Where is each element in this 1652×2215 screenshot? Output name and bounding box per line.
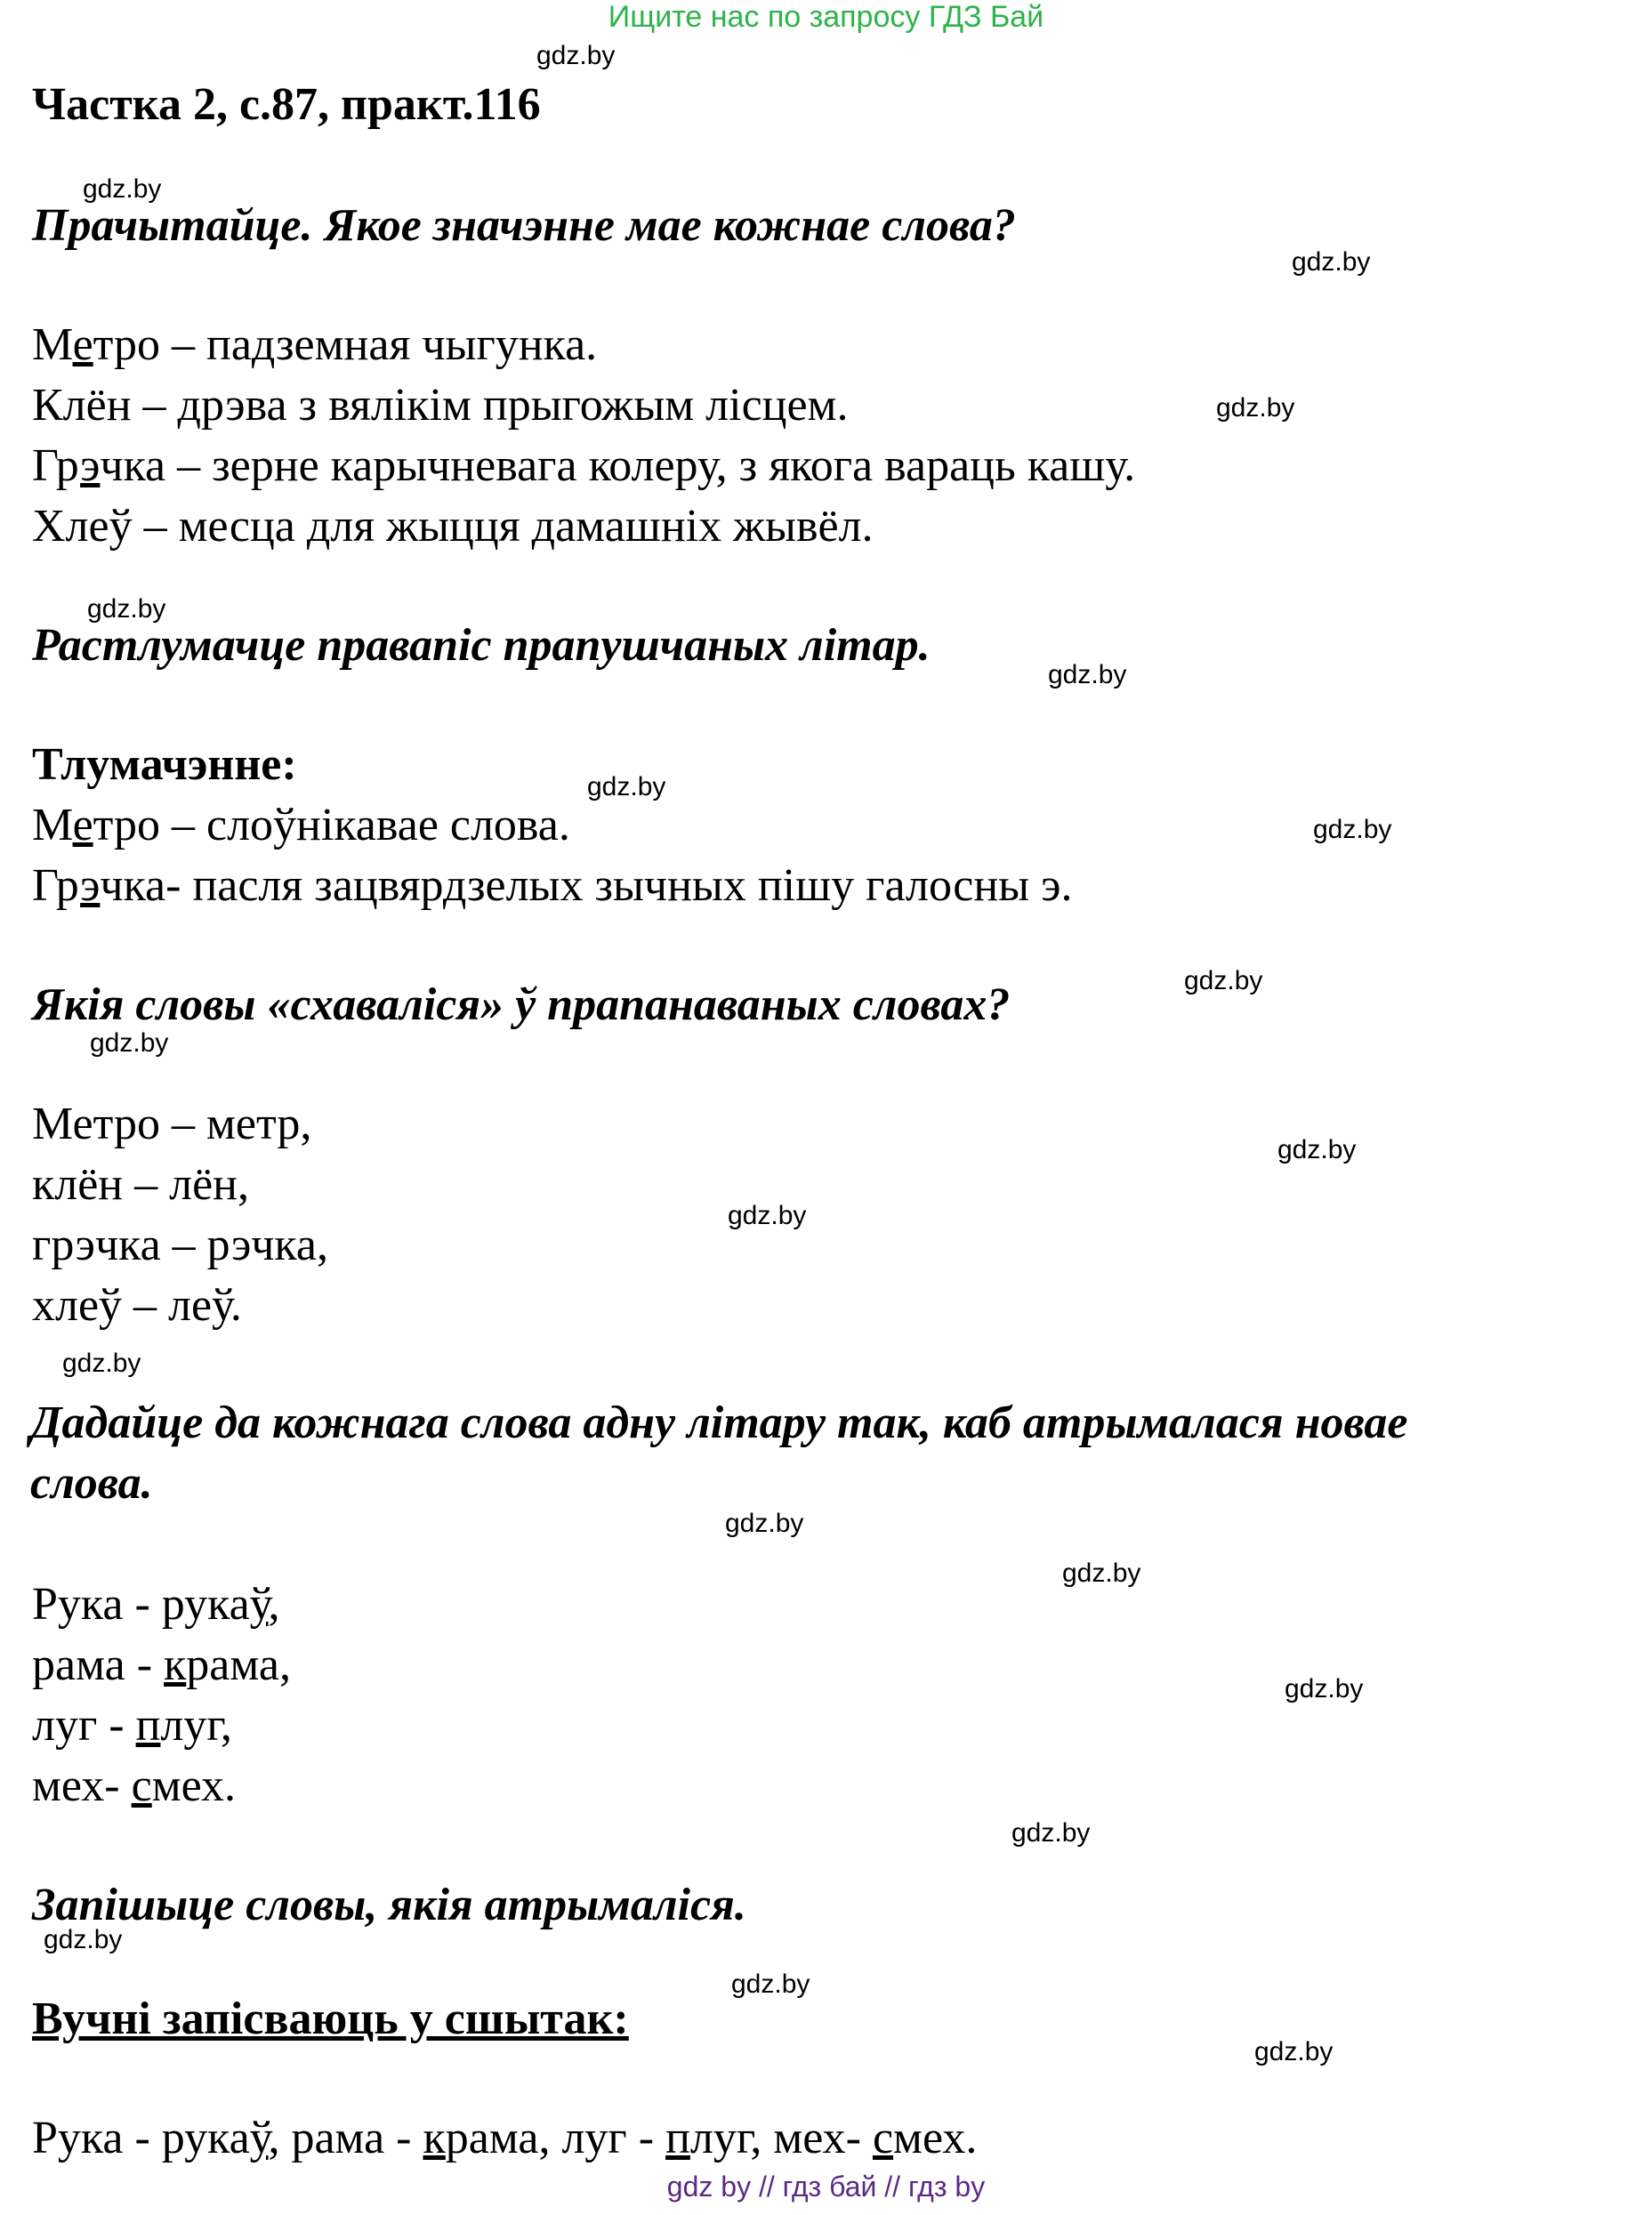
underlined-letter: ў <box>249 1579 269 1630</box>
underlined-letter: к <box>423 2113 446 2163</box>
added-word-1: Рука - рукаў, <box>32 1579 280 1630</box>
watermark: gdz.by <box>1285 1674 1364 1704</box>
watermark: gdz.by <box>1277 1135 1357 1164</box>
watermark: gdz.by <box>1292 247 1371 277</box>
hidden-word-1: Метро – метр, <box>32 1099 312 1149</box>
question-4-line-2: слова. <box>30 1458 153 1509</box>
hidden-word-4: хлеў – леў. <box>32 1280 242 1331</box>
watermark: gdz.by <box>90 1028 169 1058</box>
meaning-line-3: Грэчка – зерне карычневага колеру, з якога вараць кашу. <box>32 440 1136 491</box>
added-word-3: луг - плуг, <box>32 1700 232 1751</box>
underlined-letter: к <box>164 1639 187 1690</box>
underlined-letter: э <box>80 860 101 911</box>
meaning-line-4: Хлеў – месца для жыцця дамашніх жывёл. <box>32 501 874 552</box>
question-3: Якія словы «схаваліся» ў прапанаваных словах? <box>32 979 1011 1030</box>
underlined-letter: е <box>72 800 93 850</box>
watermark: gdz.by <box>728 1201 807 1230</box>
meaning-line-1: Метро – падземная чыгунка. <box>32 319 598 370</box>
question-4-line-1: Дадайце да кожнага слова адну літару так, каб атрымалася новае <box>30 1397 1408 1448</box>
question-1: Прачытайце. Якое значэнне мае кожнае слова? <box>32 200 1016 251</box>
watermark: gdz.by <box>44 1925 123 1954</box>
underlined-letter: с <box>131 1760 152 1811</box>
underlined-letter: ў <box>249 2113 269 2163</box>
watermark: gdz.by <box>1254 2037 1334 2066</box>
explain-label: Тлумачэнне: <box>32 739 297 790</box>
watermark: gdz.by <box>587 772 666 801</box>
question-2: Растлумачце правапіс прапушчаных літар. <box>32 620 931 671</box>
watermark: gdz.by <box>536 41 616 70</box>
write-label: Вучні запісваюць у сшытак: <box>32 1994 629 2044</box>
watermark: gdz.by <box>62 1349 141 1378</box>
added-word-4: мех- смех. <box>32 1760 237 1811</box>
watermark: gdz.by <box>83 174 162 204</box>
final-answer: Рука - рукаў, рама - крама, луг - плуг, мех- смех. <box>32 2113 978 2163</box>
explain-line-1: Метро – слоўнікавае слова. <box>32 800 570 850</box>
underlined-letter: п <box>135 1700 161 1751</box>
page-title: Частка 2, с.87, практ.116 <box>32 79 541 130</box>
watermark: gdz.by <box>87 594 166 624</box>
hidden-word-2: клён – лён, <box>32 1159 249 1210</box>
underlined-letter: п <box>665 2113 690 2163</box>
watermark: gdz.by <box>1216 393 1295 423</box>
meaning-line-2: Клён – дрэва з вялікім прыгожым лісцем. <box>32 380 849 431</box>
watermark: gdz.by <box>1062 1559 1141 1588</box>
question-5: Запішыце словы, якія атрымаліся. <box>32 1880 746 1930</box>
watermark: gdz.by <box>725 1509 804 1538</box>
underlined-letter: е <box>72 319 93 370</box>
added-word-2: рама - крама, <box>32 1639 292 1690</box>
top-banner[interactable]: Ищите нас по запросу ГДЗ Бай <box>608 0 1044 34</box>
watermark: gdz.by <box>731 1969 810 1999</box>
watermark: gdz.by <box>1313 815 1392 844</box>
underlined-letter: э <box>80 440 101 491</box>
watermark: gdz.by <box>1048 660 1127 689</box>
watermark: gdz.by <box>1011 1818 1091 1848</box>
footer-links[interactable]: gdz by // гдз бай // гдз by <box>666 2171 986 2203</box>
underlined-letter: с <box>872 2113 894 2163</box>
hidden-word-3: грэчка – рэчка, <box>32 1220 328 1270</box>
watermark: gdz.by <box>1184 966 1263 995</box>
explain-line-2: Грэчка- пасля зацвярдзелых зычных пішу галосны э. <box>32 860 1073 911</box>
